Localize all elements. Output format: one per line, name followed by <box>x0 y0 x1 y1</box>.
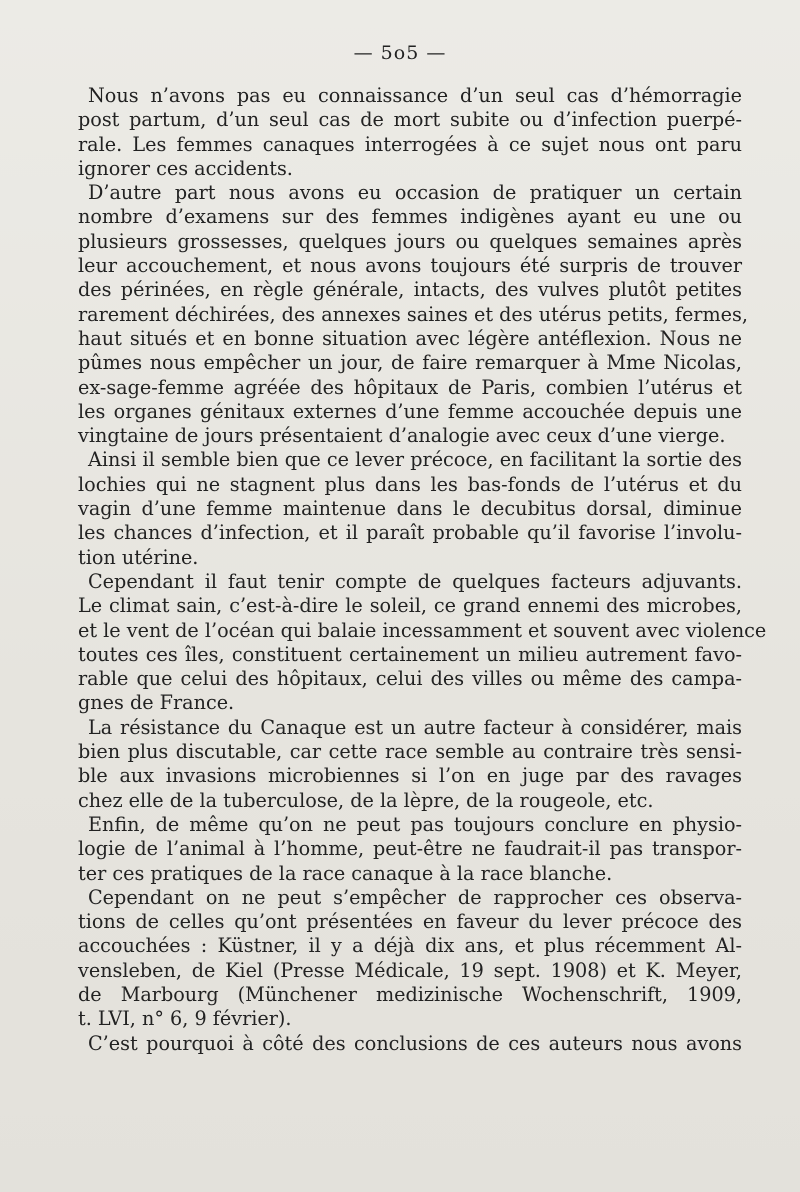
text-line: La résistance du Canaque est un autre facteur à considérer, mais <box>88 715 742 739</box>
text-line: ter ces pratiques de la race canaque à la race blanche. <box>78 861 613 885</box>
text-line: de Marbourg (Münchener medizinische Wochenschrift, 1909, <box>78 982 742 1006</box>
text-line: vingtaine de jours présentaient d’analogie avec ceux d’une vierge. <box>78 424 726 448</box>
text-line: ex-sage-femme agréée des hôpitaux de Paris, combien l’utérus et <box>78 375 742 399</box>
text-line: Nous n’avons pas eu connaissance d’un seul cas d’hémorragie <box>88 84 742 107</box>
text-line: D’autre part nous avons eu occasion de pratiquer un certain <box>88 181 742 205</box>
text-line: rable que celui des hôpitaux, celui des villes ou même des campa- <box>78 667 742 691</box>
body-text <box>78 84 767 1056</box>
text-line: vensleben, de Kiel (Presse Médicale, 19 sept. 1908) et K. Meyer, <box>78 958 742 982</box>
text-line: post partum, d’un seul cas de mort subite ou d’infection puerpé- <box>78 108 742 132</box>
text-line: accouchées : Küstner, il y a déjà dix ans, et plus récemment Al- <box>78 934 742 958</box>
text-line: haut situés et en bonne situation avec légère antéflexion. Nous ne <box>78 326 742 350</box>
text-line: Enfin, de même qu’on ne peut pas toujours conclure en physio- <box>88 812 742 836</box>
text-line: vagin d’une femme maintenue dans le decubitus dorsal, diminue <box>78 497 742 521</box>
text-line: les chances d’infection, et il paraît probable qu’il favorise l’involu- <box>78 521 742 545</box>
text-line: t. LVI, n° 6, 9 février). <box>78 1007 292 1031</box>
text-line: rarement déchirées, des annexes saines et des utérus petits, fermes, <box>78 302 748 326</box>
text-line: chez elle de la tuberculose, de la lèpre, de la rougeole, etc. <box>78 788 654 812</box>
text-line: et le vent de l’océan qui balaie incessamment et souvent avec violence <box>78 618 767 642</box>
text-line: bien plus discutable, car cette race semble au contraire très sensi- <box>78 740 742 764</box>
text-line: logie de l’animal à l’homme, peut-être ne faudrait-il pas transpor- <box>78 837 742 861</box>
text-line: nombre d’examens sur des femmes indigènes ayant eu une ou <box>78 205 742 229</box>
text-line: Le climat sain, c’est-à-dire le soleil, ce grand ennemi des microbes, <box>78 594 742 618</box>
text-line: les organes génitaux externes d’une femme accouchée depuis une <box>78 399 742 423</box>
text-line: pûmes nous empêcher un jour, de faire remarquer à Mme Nicolas, <box>78 351 742 375</box>
text-line: plusieurs grossesses, quelques jours ou quelques semaines après <box>78 229 742 253</box>
text-line: ignorer ces accidents. <box>78 156 293 180</box>
text-line: Cependant on ne peut s’empêcher de rapprocher ces observa- <box>88 885 742 909</box>
page-number: — 5o5 — <box>353 42 447 64</box>
text-line: gnes de France. <box>78 691 235 715</box>
text-line: C’est pourquoi à côté des conclusions de ces auteurs nous avons <box>88 1031 742 1055</box>
text-line: Ainsi il semble bien que ce lever précoce, en facilitant la sortie des <box>88 448 742 472</box>
text-line: ble aux invasions microbiennes si l’on en juge par des ravages <box>78 764 742 788</box>
text-line: leur accouchement, et nous avons toujours été surpris de trouver <box>78 254 742 278</box>
text-line: tion utérine. <box>78 545 199 569</box>
text-line: lochies qui ne stagnent plus dans les bas-fonds de l’utérus et du <box>78 472 742 496</box>
text-line: rale. Les femmes canaques interrogées à ce sujet nous ont paru <box>78 132 742 156</box>
text-line: des périnées, en règle générale, intacts, des vulves plutôt petites <box>78 278 742 302</box>
text-line: toutes ces îles, constituent certainement un milieu autrement favo- <box>78 642 742 666</box>
text-line: Cependant il faut tenir compte de quelques facteurs adjuvants. <box>88 569 742 593</box>
text-line: tions de celles qu’ont présentées en faveur du lever précoce des <box>78 910 742 934</box>
